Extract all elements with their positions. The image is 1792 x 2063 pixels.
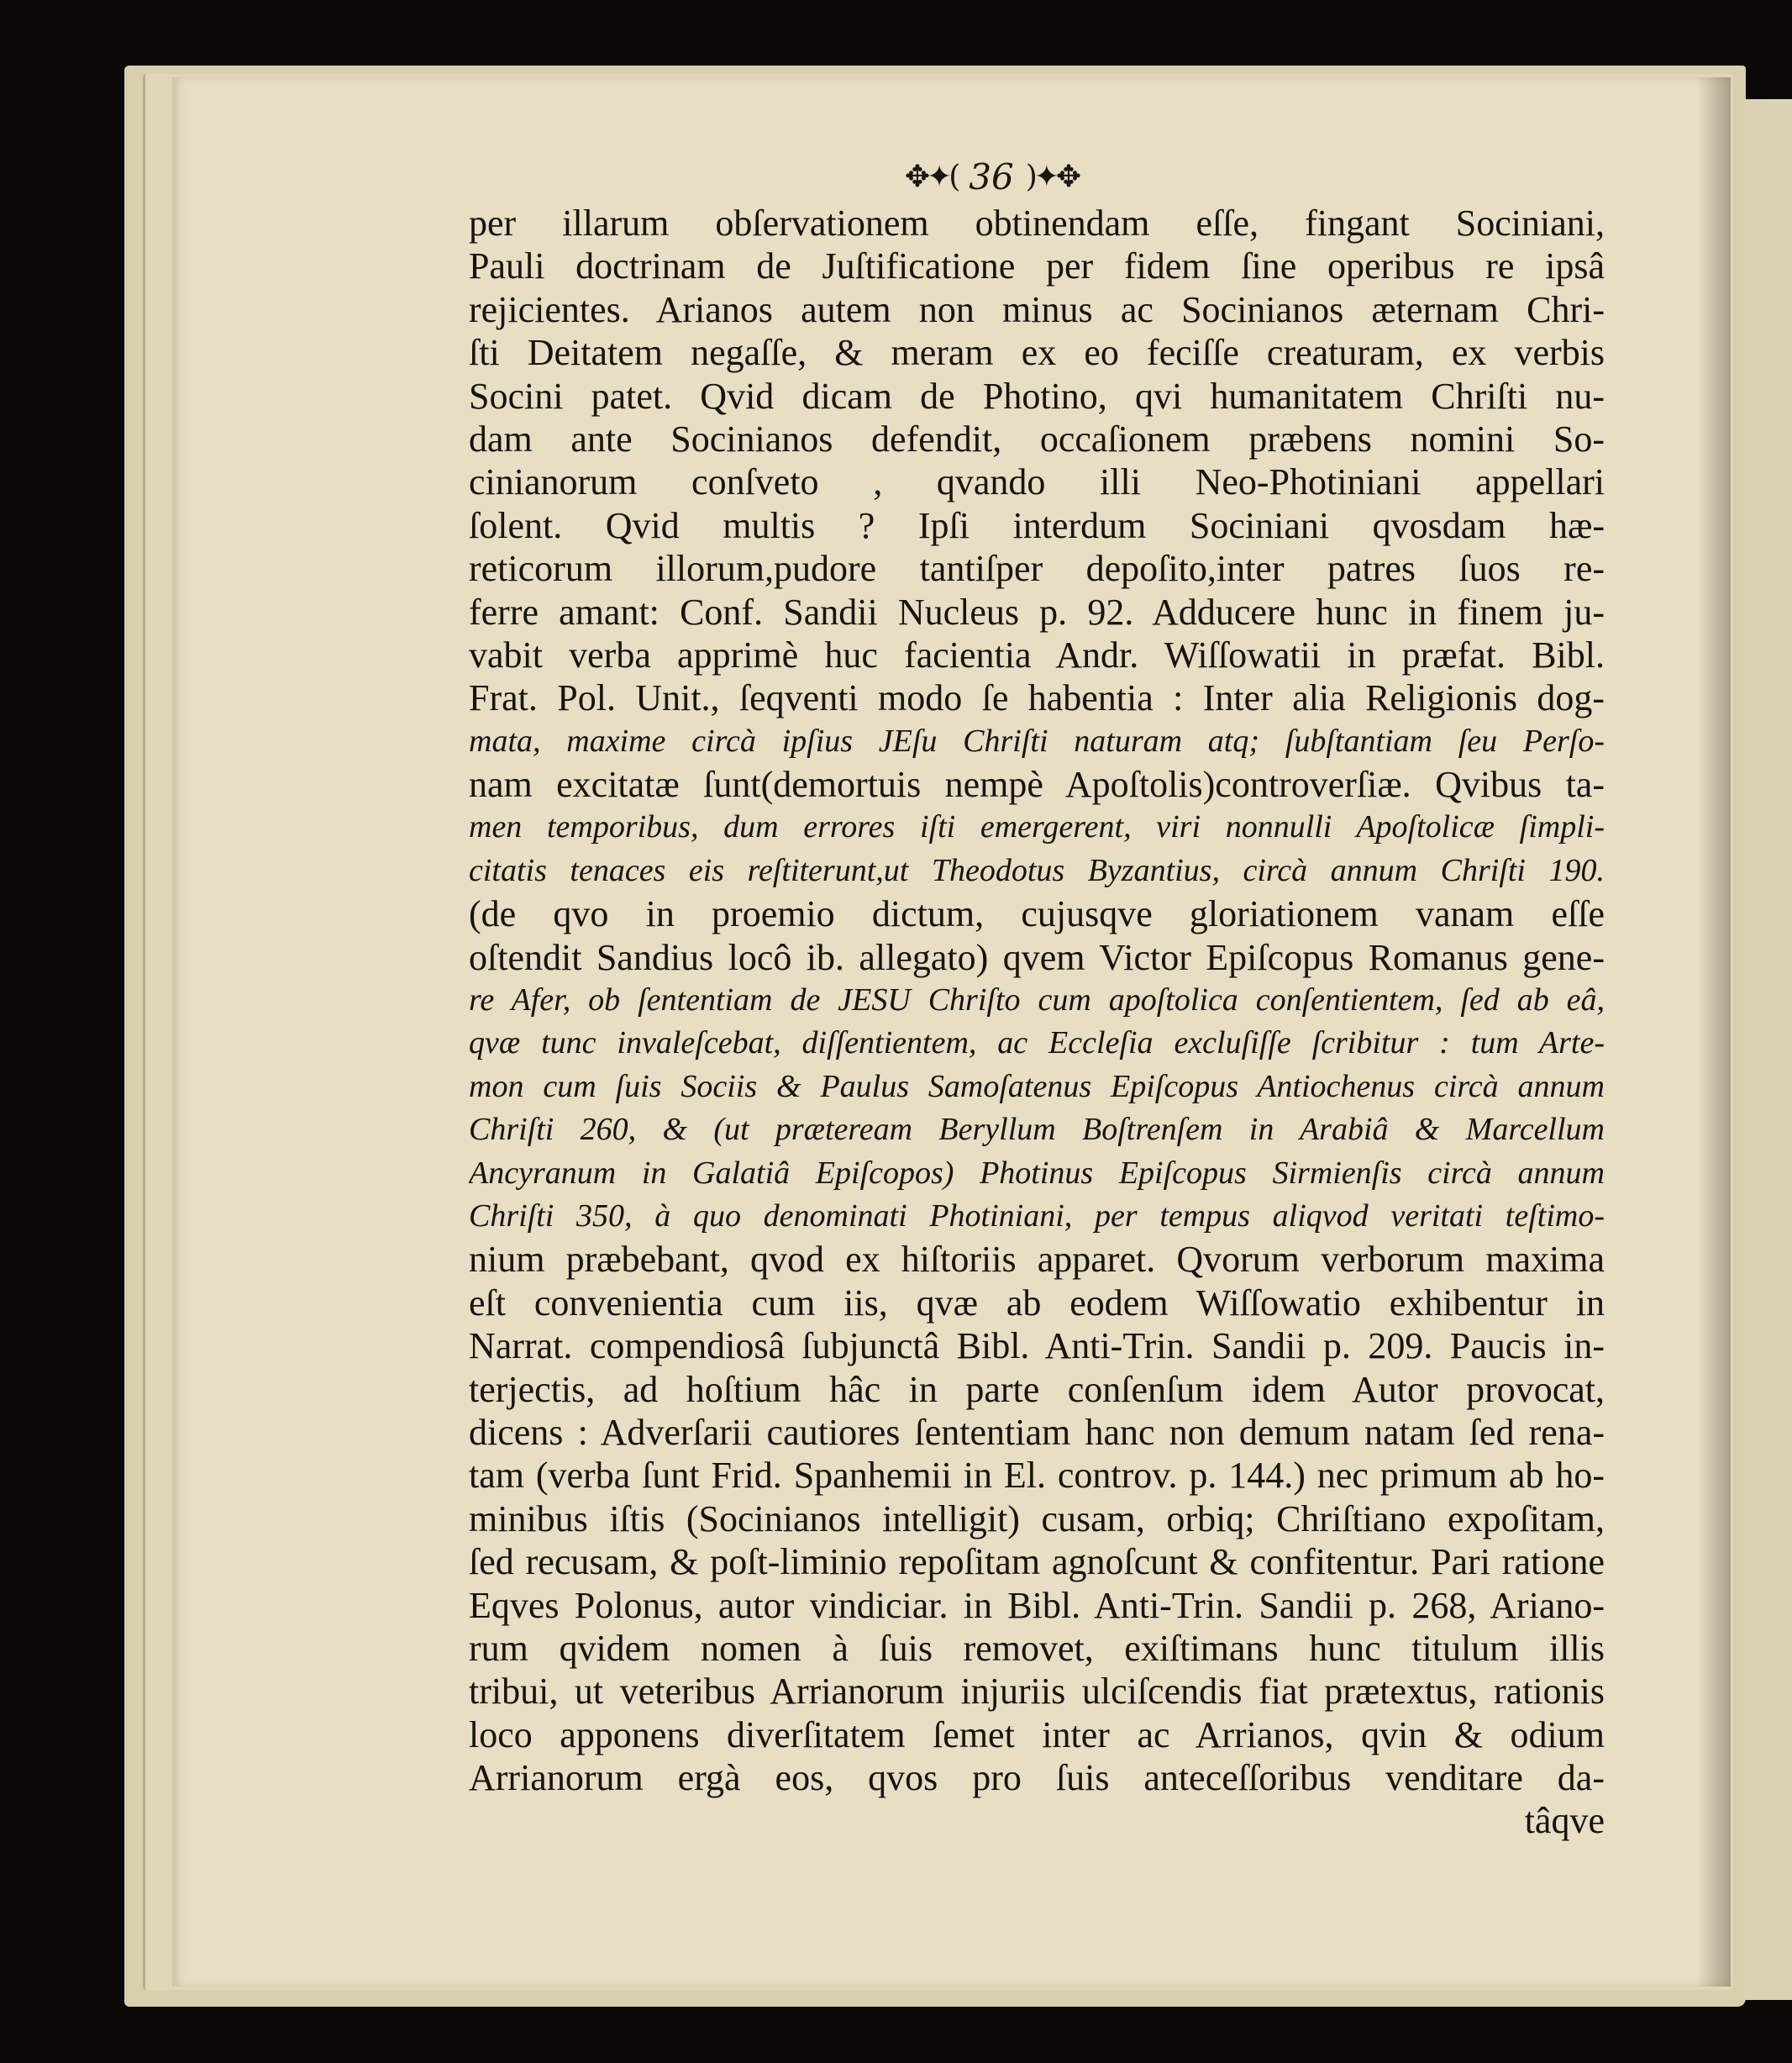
text-line: dam ante Socinianos defendit, occaſionem præbens nomini So-: [469, 418, 1605, 460]
text-line: vabit verba apprimè huc facientia Andr. Wiſſowatii in præfat. Bibl.: [469, 634, 1605, 676]
text-line: cinianorum conſveto , qvando illi Neo-Photiniani appellari: [469, 461, 1605, 503]
text-line: minibus iſtis (Socinianos intelligit) cusam, orbiq; Chriſtiano expoſitam,: [469, 1497, 1605, 1539]
text-line: ſolent. Qvid multis ? Ipſi interdum Sociniani qvosdam hæ-: [469, 504, 1605, 546]
facing-page-edge: [1743, 99, 1792, 2000]
text-line: men temporibus, dum errores iſti emergerent, viri nonnulli Apoſtolicæ ſimpli-: [469, 809, 1605, 845]
text-line: dicens : Adverſarii cautiores ſententiam hanc non demum natam ſed rena-: [469, 1411, 1605, 1453]
page-number: 36: [969, 155, 1014, 197]
text-line: Arrianorum ergà eos, qvos pro ſuis anteceſſoribus venditare da-: [469, 1757, 1605, 1799]
text-line: Ancyranum in Galatiâ Epiſcopos) Photinus Epiſcopus Sirmienſis circà annum: [469, 1155, 1605, 1191]
catchword: tâqve: [1524, 1800, 1605, 1842]
text-line: qvæ tunc invaleſcebat, diſſentientem, ac Eccleſia excluſiſſe ſcribitur : tum Arte-: [469, 1025, 1605, 1061]
text-line: per illarum obſervationem obtinendam eſſe, fingant Sociniani,: [469, 203, 1605, 244]
text-line: tribui, ut veteribus Arrianorum injuriis ulciſcendis fiat prætextus, rationis: [469, 1671, 1605, 1713]
ornament-left-icon: ✥✦(: [904, 159, 958, 194]
text-line: ferre amant: Conf. Sandii Nucleus p. 92. Adducere hunc in finem ju-: [469, 591, 1605, 633]
text-line: mon cum ſuis Sociis & Paulus Samoſatenus Epiſcopus Antiochenus circà annum: [469, 1068, 1605, 1104]
text-line: rum qvidem nomen à ſuis removet, exiſtimans hunc titulum illis: [469, 1627, 1605, 1669]
text-line: ſti Deitatem negaſſe, & meram ex eo feciſſe creaturam, ex verbis: [469, 332, 1605, 374]
text-line: reticorum illorum,pudore tantiſper depoſito,inter patres ſuos re-: [469, 548, 1605, 590]
text-line: loco apponens diverſitatem ſemet inter ac Arrianos, qvin & odium: [469, 1713, 1605, 1755]
text-line: oſtendit Sandius locô ib. allegato) qvem Victor Epiſcopus Romanus gene-: [469, 936, 1605, 978]
text-line: rejicientes. Arianos autem non minus ac Socinianos æternam Chri-: [469, 288, 1605, 330]
text-line: eſt convenientia cum iis, qvæ ab eodem Wiſſowatio exhibentur in: [469, 1281, 1605, 1324]
text-line: ſed recusam, & poſt-liminio repoſitam agnoſcunt & confitentur. Pari ratione: [469, 1541, 1605, 1583]
text-line: (de qvo in proemio dictum, cujusqve gloriationem vanam eſſe: [469, 893, 1605, 935]
body-text: [469, 202, 1605, 1843]
text-line: tam (verba ſunt Frid. Spanhemii in El. controv. p. 144.) nec primum ab ho-: [469, 1455, 1605, 1497]
text-line: citatis tenaces eis reſtiterunt,ut Theodotus Byzantius, circà annum Chriſti 190.: [469, 852, 1605, 888]
text-line: Chriſti 260, & (ut præteream Beryllum Boſtrenſem in Arabiâ & Marcellum: [469, 1112, 1605, 1148]
ornament-right-icon: )✦✥: [1025, 159, 1079, 194]
text-line: re Afer, ob ſententiam de JESU Chriſto cum apoſtolica conſentientem, ſed ab eâ,: [469, 982, 1605, 1018]
text-line: Socini patet. Qvid dicam de Photino, qvi humanitatem Chriſti nu-: [469, 375, 1605, 417]
text-line: Chriſti 350, à quo denominati Photiniani, per tempus aliqvod veritati teſtimo-: [469, 1197, 1605, 1234]
page-header: [773, 151, 1210, 202]
spine-shadow: [1697, 77, 1731, 1987]
text-line: nium præbebant, qvod ex hiſtoriis apparet. Qvorum verborum maxima: [469, 1239, 1605, 1281]
text-line: Frat. Pol. Unit., ſeqventi modo ſe habentia : Inter alia Religionis dog-: [469, 677, 1605, 719]
text-line: nam excitatæ ſunt(demortuis nempè Apoſtolis)controverſiæ. Qvibus ta-: [469, 764, 1605, 806]
text-line: mata, maxime circà ipſius JEſu Chriſti naturam atq; ſubſtantiam ſeu Perſo-: [469, 723, 1605, 759]
text-line: terjectis, ad hoſtium hâc in parte conſenſum idem Autor provocat,: [469, 1368, 1605, 1410]
text-line: Pauli doctrinam de Juſtificatione per fidem ſine operibus re ipsâ: [469, 245, 1605, 287]
text-line: Eqves Polonus, autor vindiciar. in Bibl. Anti-Trin. Sandii p. 268, Ariano-: [469, 1584, 1605, 1626]
text-line: Narrat. compendiosâ ſubjunctâ Bibl. Anti-Trin. Sandii p. 209. Paucis in-: [469, 1325, 1605, 1367]
